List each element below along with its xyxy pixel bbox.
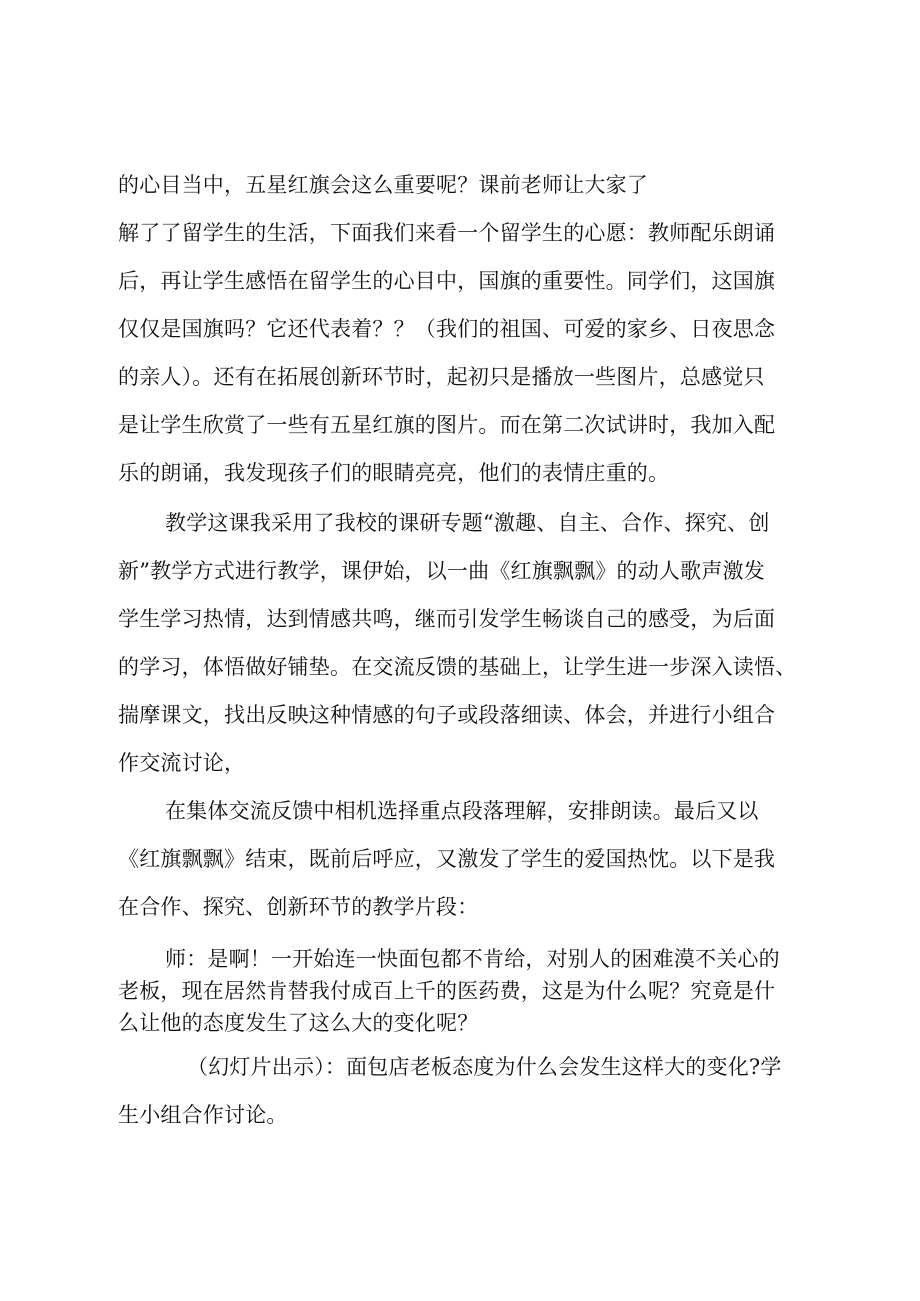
- text-line-7: 乐的朗诵，我发现孩子们的眼睛亮亮，他们的表情庄重的。: [118, 461, 670, 485]
- text-line-12: 揣摩课文，找出反映这种情感的句子或段落细读、体会，并进行小组合: [118, 703, 776, 727]
- text-line-11: 的学习，体悟做好铺垫。在交流反馈的基础上，让学生进一步深入读悟、: [118, 655, 797, 679]
- text-line-13: 作交流讨论，: [118, 751, 246, 775]
- text-line-9: 新”教学方式进行教学，课伊始，以一曲《红旗飘飘》的动人歌声激发: [118, 559, 765, 583]
- text-line-6: 是让学生欣赏了一些有五星红旗的图片。而在第二次试讲时，我加入配: [118, 413, 776, 437]
- text-line-14: 在集体交流反馈中相机选择重点段落理解，安排朗读。最后又以: [165, 799, 759, 823]
- text-line-2: 解了了留学生的生活，下面我们来看一个留学生的心愿：教师配乐朗诵: [118, 221, 776, 245]
- text-line-18: 老板，现在居然肯替我付成百上千的医药费，这是为什么呢？究竟是什: [118, 979, 776, 1003]
- text-line-4: 仅仅是国旗吗？它还代表着？？（我们的祖国、可爱的家乡、日夜思念: [118, 317, 776, 341]
- text-line-8: 教学这课我采用了我校的课研专题“激趣、自主、合作、探究、创: [165, 511, 770, 535]
- text-line-15: 《红旗飘飘》结束，既前后呼应，又激发了学生的爱国热忱。以下是我: [118, 847, 776, 871]
- text-line-3: 后，再让学生感悟在留学生的心目中，国旗的重要性。同学们，这国旗: [118, 269, 776, 293]
- text-line-17: 师：是啊！一开始连一快面包都不肯给，对别人的困难漠不关心的: [165, 947, 780, 971]
- text-line-21: 生小组合作讨论。: [118, 1103, 288, 1127]
- text-line-16: 在合作、探究、创新环节的教学片段：: [118, 895, 479, 919]
- text-line-5: 的亲人）。还有在拓展创新环节时，起初只是播放一些图片，总感觉只: [118, 365, 765, 389]
- text-line-19: 么让他的态度发生了这么大的变化呢？: [118, 1011, 479, 1035]
- text-line-1: 的心目当中，五星红旗会这么重要呢？课前老师让大家了: [118, 173, 648, 197]
- text-line-20: （幻灯片出示）：面包店老板态度为什么会发生这样大的变化?学: [187, 1055, 782, 1079]
- text-line-10: 学生学习热情，达到情感共鸣，继而引发学生畅谈自己的感受，为后面: [118, 607, 776, 631]
